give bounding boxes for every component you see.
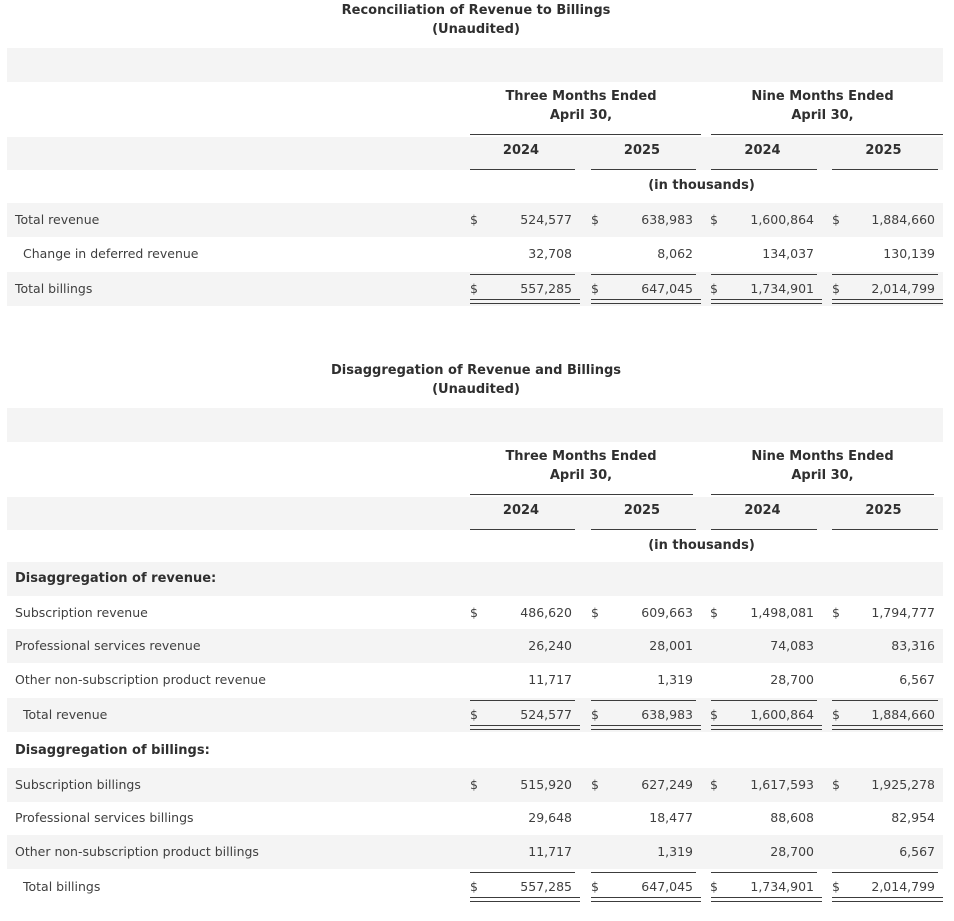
disaggregation-currency-symbol: $	[591, 707, 599, 722]
disaggregation-value-cell: 1,884,660	[871, 707, 935, 722]
disaggregation-row-label: Professional services revenue	[15, 638, 201, 653]
disaggregation-year-header: 2024	[744, 503, 781, 518]
disaggregation-subtotal-rule	[591, 700, 696, 701]
disaggregation-value-cell: 26,240	[528, 638, 572, 653]
reconciliation-units-label: (in thousands)	[648, 178, 755, 193]
disaggregation-value-cell: 627,249	[641, 777, 693, 792]
reconciliation-subtotal-rule	[470, 274, 575, 275]
disaggregation-currency-symbol: $	[470, 605, 478, 620]
disaggregation-subtotal-rule	[591, 872, 696, 873]
reconciliation-total-double-rule	[832, 299, 943, 304]
reconciliation-total-double-rule	[711, 299, 822, 304]
disaggregation-value-cell: 2,014,799	[871, 879, 935, 894]
disaggregation-value-cell: 515,920	[520, 777, 572, 792]
reconciliation-header-band	[7, 48, 943, 82]
disaggregation-total-double-rule	[711, 897, 822, 902]
reconciliation-currency-symbol: $	[591, 212, 599, 227]
reconciliation-currency-symbol: $	[710, 212, 718, 227]
reconciliation-currency-symbol: $	[710, 281, 718, 296]
disaggregation-value-cell: 82,954	[891, 810, 935, 825]
disaggregation-value-cell: 1,794,777	[871, 605, 935, 620]
reconciliation-group-rule	[470, 134, 701, 135]
disaggregation-year-rule	[832, 529, 938, 530]
reconciliation-subtotal-rule	[711, 274, 817, 275]
reconciliation-year-rule	[591, 169, 696, 170]
reconciliation-currency-symbol: $	[470, 212, 478, 227]
reconciliation-group-nine-header: Nine Months Ended	[751, 89, 894, 104]
disaggregation-currency-symbol: $	[832, 707, 840, 722]
disaggregation-total-double-rule	[591, 725, 701, 730]
reconciliation-group-three-header: April 30,	[549, 108, 613, 123]
reconciliation-currency-symbol: $	[832, 212, 840, 227]
reconciliation-value-cell: 32,708	[528, 246, 572, 261]
disaggregation-value-cell: 88,608	[770, 810, 814, 825]
disaggregation-value-cell: 638,983	[641, 707, 693, 722]
disaggregation-currency-symbol: $	[591, 605, 599, 620]
disaggregation-currency-symbol: $	[470, 707, 478, 722]
disaggregation-subtitle: (Unaudited)	[432, 382, 520, 397]
disaggregation-currency-symbol: $	[832, 879, 840, 894]
disaggregation-year-rule	[470, 529, 575, 530]
disaggregation-total-double-rule	[591, 897, 701, 902]
reconciliation-currency-symbol: $	[470, 281, 478, 296]
reconciliation-value-cell: 8,062	[657, 246, 693, 261]
disaggregation-value-cell: 524,577	[520, 707, 572, 722]
disaggregation-value-cell: 6,567	[899, 672, 935, 687]
disaggregation-row-label: Subscription billings	[15, 777, 141, 792]
disaggregation-value-cell: 29,648	[528, 810, 572, 825]
reconciliation-group-nine-header: April 30,	[791, 108, 854, 123]
reconciliation-value-cell: 1,734,901	[750, 281, 814, 296]
disaggregation-value-cell: 1,734,901	[750, 879, 814, 894]
disaggregation-currency-symbol: $	[591, 879, 599, 894]
reconciliation-value-cell: 557,285	[520, 281, 572, 296]
disaggregation-currency-symbol: $	[710, 605, 718, 620]
reconciliation-currency-symbol: $	[832, 281, 840, 296]
disaggregation-units-label: (in thousands)	[648, 538, 755, 553]
reconciliation-year-header: 2025	[865, 143, 902, 158]
disaggregation-section-heading: Disaggregation of billings:	[15, 743, 210, 758]
disaggregation-year-header: 2025	[623, 503, 661, 518]
reconciliation-currency-symbol: $	[591, 281, 599, 296]
disaggregation-currency-symbol: $	[710, 879, 718, 894]
reconciliation-value-cell: 647,045	[641, 281, 693, 296]
disaggregation-group-rule	[711, 494, 934, 495]
disaggregation-row-label: Other non-subscription product billings	[15, 844, 259, 859]
disaggregation-total-double-rule	[470, 725, 580, 730]
disaggregation-row-label: Total billings	[23, 879, 101, 894]
reconciliation-total-double-rule	[470, 299, 580, 304]
disaggregation-value-cell: 647,045	[641, 879, 693, 894]
reconciliation-total-double-rule	[591, 299, 701, 304]
disaggregation-group-nine-header: Nine Months Ended	[751, 449, 894, 464]
reconciliation-value-cell: 130,139	[883, 246, 935, 261]
disaggregation-value-cell: 486,620	[520, 605, 572, 620]
disaggregation-year-rule	[711, 529, 817, 530]
reconciliation-subtotal-rule	[591, 274, 696, 275]
reconciliation-year-rule	[832, 169, 938, 170]
disaggregation-value-cell: 74,083	[770, 638, 814, 653]
disaggregation-row-label: Professional services billings	[15, 810, 194, 825]
disaggregation-year-header: 2025	[865, 503, 902, 518]
reconciliation-row-label: Total billings	[15, 281, 93, 296]
disaggregation-row-label: Other non-subscription product revenue	[15, 672, 266, 687]
disaggregation-total-double-rule	[832, 897, 943, 902]
reconciliation-title: Reconciliation of Revenue to Billings	[341, 3, 611, 18]
disaggregation-subtotal-rule	[470, 700, 575, 701]
disaggregation-total-double-rule	[832, 725, 943, 730]
disaggregation-currency-symbol: $	[470, 777, 478, 792]
disaggregation-group-three-header: April 30,	[549, 468, 613, 483]
disaggregation-group-three-header: Three Months Ended	[505, 449, 657, 464]
disaggregation-value-cell: 28,700	[770, 844, 814, 859]
reconciliation-subtitle: (Unaudited)	[432, 22, 520, 37]
reconciliation-row-label: Total revenue	[15, 212, 100, 227]
disaggregation-value-cell: 1,600,864	[750, 707, 814, 722]
disaggregation-value-cell: 18,477	[649, 810, 693, 825]
disaggregation-value-cell: 1,617,593	[750, 777, 814, 792]
disaggregation-value-cell: 1,925,278	[871, 777, 935, 792]
disaggregation-header-band	[7, 408, 943, 442]
disaggregation-value-cell: 1,319	[657, 844, 693, 859]
disaggregation-value-cell: 11,717	[528, 672, 572, 687]
reconciliation-value-cell: 524,577	[520, 212, 572, 227]
disaggregation-row-label: Total revenue	[23, 707, 108, 722]
disaggregation-currency-symbol: $	[832, 777, 840, 792]
disaggregation-currency-symbol: $	[832, 605, 840, 620]
disaggregation-subtotal-rule	[470, 872, 575, 873]
disaggregation-value-cell: 609,663	[641, 605, 693, 620]
disaggregation-currency-symbol: $	[470, 879, 478, 894]
disaggregation-subtotal-rule	[711, 700, 817, 701]
reconciliation-group-rule	[711, 134, 943, 135]
disaggregation-value-cell: 1,498,081	[750, 605, 814, 620]
disaggregation-group-nine-header: April 30,	[791, 468, 854, 483]
reconciliation-value-cell: 638,983	[641, 212, 693, 227]
disaggregation-section-heading: Disaggregation of revenue:	[15, 571, 217, 586]
disaggregation-subtotal-rule	[832, 872, 938, 873]
reconciliation-year-header: 2024	[502, 143, 540, 158]
disaggregation-subtotal-rule	[711, 872, 817, 873]
reconciliation-year-header: 2025	[623, 143, 661, 158]
disaggregation-total-double-rule	[470, 897, 580, 902]
reconciliation-value-cell: 1,600,864	[750, 212, 814, 227]
reconciliation-group-three-header: Three Months Ended	[505, 89, 657, 104]
reconciliation-year-rule	[711, 169, 817, 170]
disaggregation-value-cell: 83,316	[891, 638, 935, 653]
disaggregation-subtotal-rule	[832, 700, 938, 701]
reconciliation-value-cell: 134,037	[762, 246, 814, 261]
reconciliation-value-cell: 1,884,660	[871, 212, 935, 227]
disaggregation-value-cell: 557,285	[520, 879, 572, 894]
disaggregation-currency-symbol: $	[710, 707, 718, 722]
disaggregation-value-cell: 28,700	[770, 672, 814, 687]
disaggregation-total-double-rule	[711, 725, 822, 730]
disaggregation-group-rule	[470, 494, 693, 495]
disaggregation-currency-symbol: $	[591, 777, 599, 792]
reconciliation-value-cell: 2,014,799	[871, 281, 935, 296]
disaggregation-value-cell: 6,567	[899, 844, 935, 859]
reconciliation-subtotal-rule	[832, 274, 938, 275]
disaggregation-row-label: Subscription revenue	[15, 605, 148, 620]
disaggregation-year-header: 2024	[502, 503, 540, 518]
reconciliation-row-label: Change in deferred revenue	[23, 246, 199, 261]
disaggregation-value-cell: 1,319	[657, 672, 693, 687]
reconciliation-year-rule	[470, 169, 575, 170]
reconciliation-year-header: 2024	[744, 143, 781, 158]
disaggregation-title: Disaggregation of Revenue and Billings	[330, 363, 622, 378]
disaggregation-value-cell: 28,001	[649, 638, 693, 653]
disaggregation-value-cell: 11,717	[528, 844, 572, 859]
disaggregation-currency-symbol: $	[710, 777, 718, 792]
disaggregation-year-rule	[591, 529, 696, 530]
